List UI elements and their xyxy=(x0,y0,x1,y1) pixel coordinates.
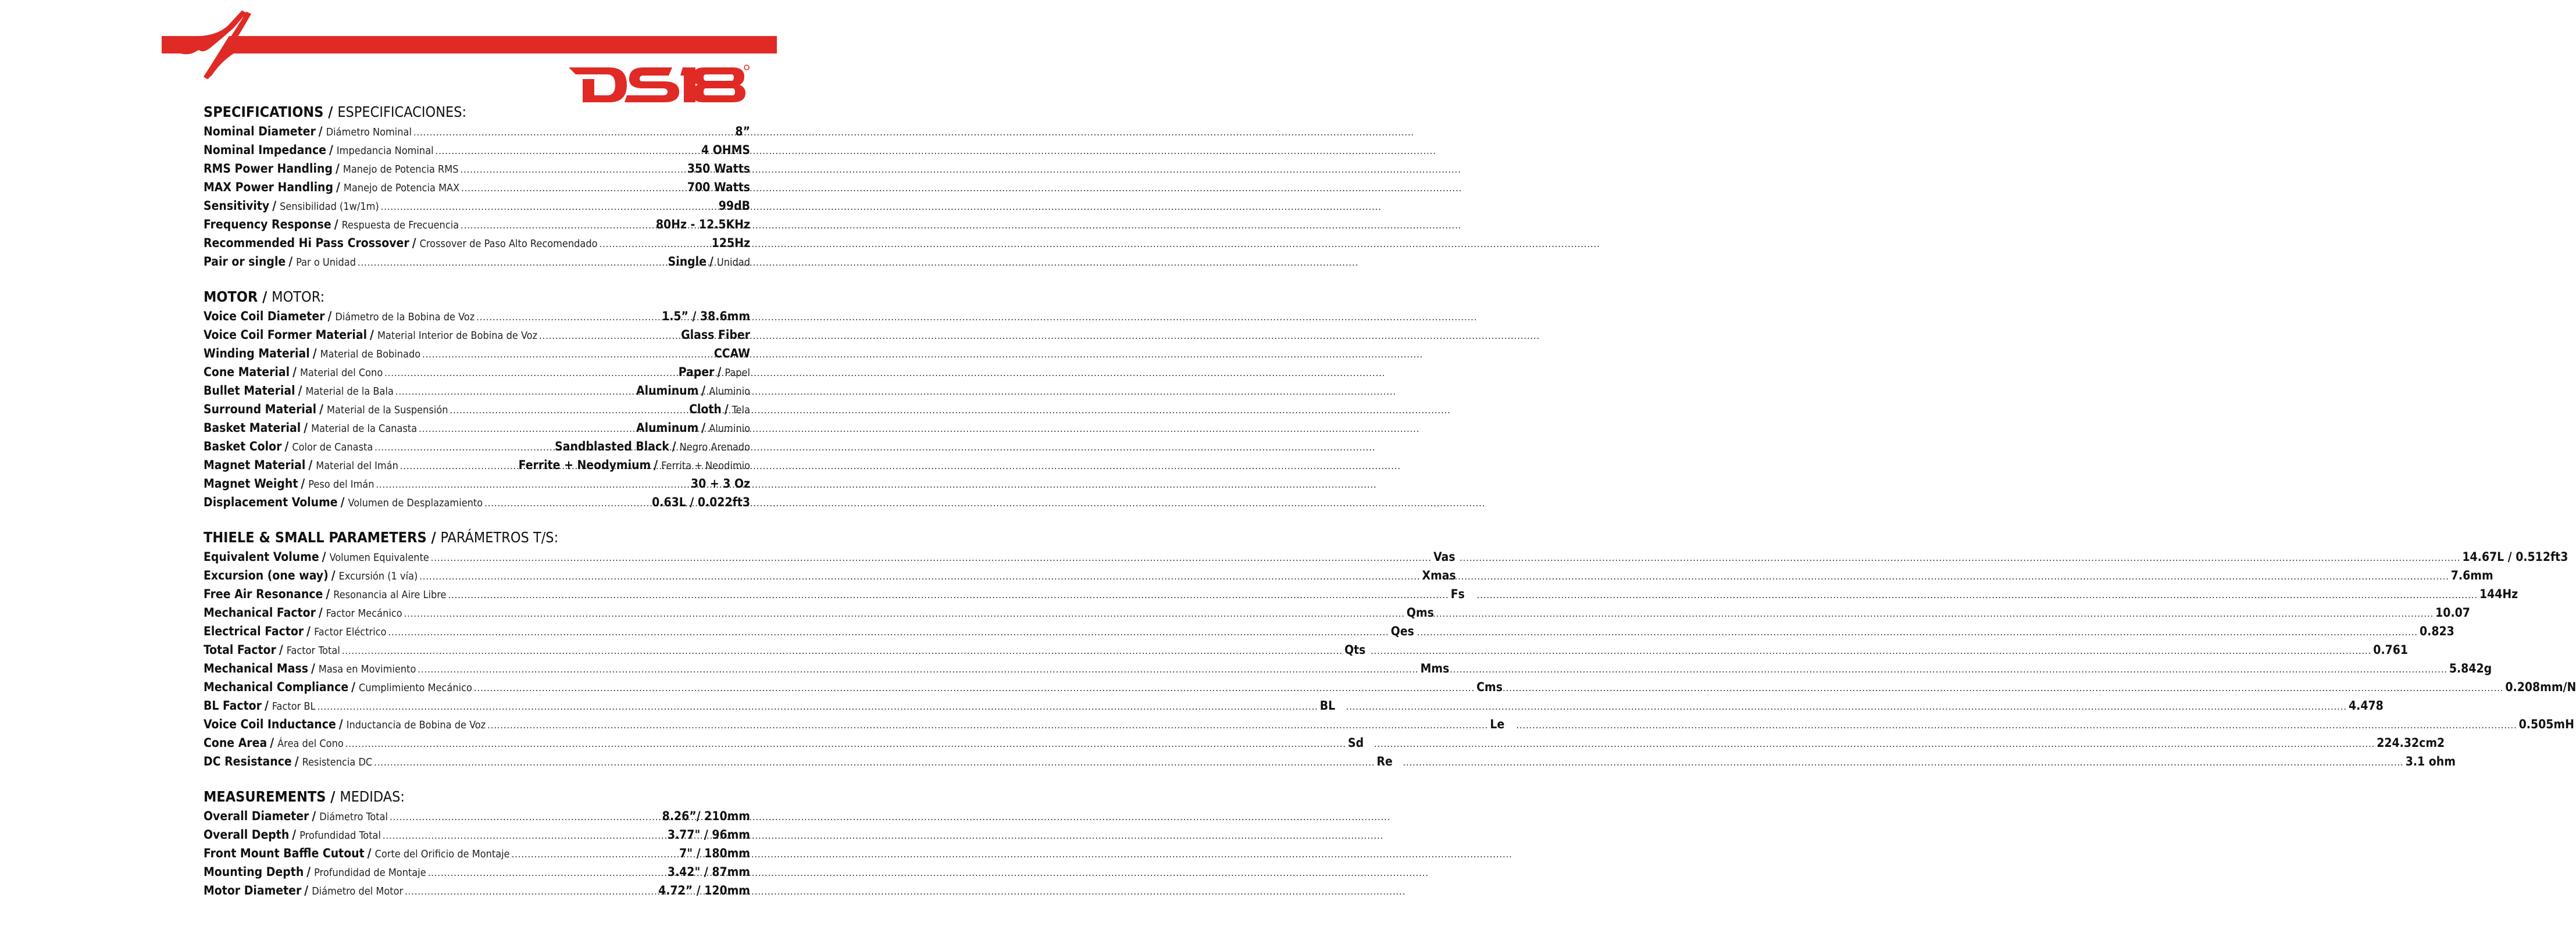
separator-slash: / xyxy=(308,458,313,472)
separator-slash: / xyxy=(717,365,722,379)
dot-leader xyxy=(422,345,712,364)
spec-value: 8” xyxy=(735,124,750,138)
spec-value: 8.26”/ 210mm xyxy=(662,809,750,823)
spec-label-es: Material de la Bala xyxy=(305,385,394,398)
dot-leader xyxy=(1516,716,2517,735)
separator-slash: / xyxy=(311,661,315,675)
spec-label-es: Impedancia Nominal xyxy=(336,145,434,157)
dot-leader xyxy=(484,494,650,513)
dot-leader xyxy=(1403,753,2403,772)
ts-param-value-group xyxy=(1407,603,2470,623)
spec-row xyxy=(204,881,750,900)
separator-slash: / xyxy=(672,439,676,453)
spec-label-en: Displacement Volume xyxy=(204,495,338,509)
spec-value-es: Unidad xyxy=(716,256,750,269)
section-title-thiele-small: THIELE & SMALL PARAMETERS / PARÁMETROS T/S: xyxy=(204,529,559,546)
separator-slash: / xyxy=(329,143,333,157)
ts-param-label-en: Mechanical Factor xyxy=(204,606,316,620)
ts-param-label-en: Excursion (one way) xyxy=(204,568,329,582)
ts-param-value-group xyxy=(1348,734,2445,753)
dot-leader xyxy=(345,735,1346,753)
dot-leader xyxy=(436,142,700,160)
ts-param-symbol: Qms xyxy=(1406,606,1434,620)
ts-param-label-en: Mechanical Mass xyxy=(204,661,308,675)
ts-param-label-es: Excursión (1 vía) xyxy=(338,570,418,582)
header-swoosh-graphic xyxy=(0,0,930,110)
ts-param-label-group xyxy=(204,585,1451,604)
spec-label-en: Pair or single xyxy=(204,255,286,269)
dot-leader xyxy=(461,179,686,198)
separator-slash: / xyxy=(272,199,277,213)
ts-param-label-group xyxy=(204,715,1490,735)
separator-slash: / xyxy=(370,328,374,342)
spec-label-en: Cone Material xyxy=(204,365,290,379)
spec-label-en: Sensitivity xyxy=(204,199,270,213)
dot-leader xyxy=(1447,660,2447,679)
separator-slash: / xyxy=(701,384,706,398)
ts-param-label-en: Total Factor xyxy=(204,643,276,657)
ts-param-label-group xyxy=(204,622,1391,642)
spec-value: 3.42" / 87mm xyxy=(667,865,750,879)
spec-value: 4.72” / 120mm xyxy=(658,884,750,897)
ts-param-label-es: Factor BL xyxy=(272,700,316,713)
spec-row xyxy=(204,493,750,512)
separator-slash: / xyxy=(331,568,336,582)
ts-param-label-es: Masa en Movimiento xyxy=(318,663,416,675)
spec-label-en: Voice Coil Former Material xyxy=(204,328,368,342)
ts-param-row xyxy=(204,622,2454,641)
ts-param-label-es: Volumen Equivalente xyxy=(329,552,429,564)
ts-param-label-es: Área del Cono xyxy=(277,738,344,750)
ts-param-row xyxy=(204,696,2384,715)
ts-param-symbol: Cms xyxy=(1476,680,1503,694)
ts-param-label-group xyxy=(204,548,1433,567)
spec-row xyxy=(204,844,750,863)
spec-value: Ferrite + Neodymium xyxy=(518,458,651,472)
spec-label-en: Basket Color xyxy=(204,439,282,453)
ts-param-value-group xyxy=(1344,641,2408,660)
separator-slash: / xyxy=(336,180,340,194)
ts-param-label-es: Resonancia al Aire Libre xyxy=(333,589,447,601)
dot-leader xyxy=(404,604,1405,623)
spec-label-en: Motor Diameter xyxy=(204,884,302,897)
spec-value: 30 + 3 Oz xyxy=(690,477,750,491)
dot-leader xyxy=(418,660,1418,679)
spec-label-es: Material de Bobinado xyxy=(320,348,421,360)
ts-param-label-en: Cone Area xyxy=(204,736,267,750)
spec-value: 700 Watts xyxy=(687,180,750,194)
dot-leader xyxy=(374,753,1375,772)
spec-label-en: Magnet Weight xyxy=(204,477,298,491)
spec-row xyxy=(204,400,750,419)
dot-leader xyxy=(1503,679,2503,698)
spec-label-es: Material del Cono xyxy=(300,367,383,379)
spec-label-en: Front Mount Baffle Cutout xyxy=(204,846,365,860)
ts-param-value: 5.842g xyxy=(2449,661,2492,675)
spec-label-en: Basket Material xyxy=(204,421,301,435)
ts-param-label-group xyxy=(204,696,1320,716)
ts-param-value-group xyxy=(1476,678,2576,698)
ts-param-value-group xyxy=(1376,752,2455,772)
dot-leader xyxy=(358,253,666,272)
dot-leader xyxy=(317,698,1318,716)
ts-param-symbol: Re xyxy=(1376,754,1393,768)
separator-slash: / xyxy=(709,255,713,269)
spec-value: Cloth xyxy=(689,402,722,416)
separator-slash: / xyxy=(351,680,356,694)
spec-label-en: Overall Diameter xyxy=(204,809,309,823)
spec-label-es: Profundidad Total xyxy=(299,829,381,842)
ts-param-symbol: Qes xyxy=(1390,624,1414,638)
spec-row xyxy=(204,863,750,881)
spec-label-en: Bullet Material xyxy=(204,384,295,398)
spec-row xyxy=(204,196,750,215)
specifications-section xyxy=(204,102,750,271)
separator-slash: / xyxy=(304,421,308,435)
spec-value: 80Hz - 12.5KHz xyxy=(655,217,750,231)
section-title-specifications: SPECIFICATIONS / ESPECIFICACIONES: xyxy=(204,103,467,120)
spec-value: 7" / 180mm xyxy=(679,846,750,860)
ts-param-symbol: Mms xyxy=(1420,661,1450,675)
ts-param-value: 7.6mm xyxy=(2450,568,2493,582)
spec-row xyxy=(204,307,750,326)
dot-leader xyxy=(474,679,1475,698)
dot-leader xyxy=(413,123,733,142)
dot-leader xyxy=(342,642,1343,660)
spec-value-es: Papel xyxy=(725,367,750,379)
dot-leader xyxy=(383,827,666,845)
separator-slash: / xyxy=(306,624,311,638)
ts-param-value: 0.208mm/N xyxy=(2505,680,2576,694)
spec-label-es: Diámetro Total xyxy=(319,811,388,823)
ts-param-value-group xyxy=(1320,696,2384,716)
ts-param-label-en: Voice Coil Inductance xyxy=(204,717,336,731)
dot-leader xyxy=(419,567,1420,586)
ts-param-label-group xyxy=(204,659,1421,679)
ts-param-value-group xyxy=(1451,585,2518,604)
ts-param-value-group xyxy=(1433,548,2568,567)
dot-leader xyxy=(428,864,666,882)
ts-param-label-en: DC Resistance xyxy=(204,754,292,768)
ts-param-label-en: Equivalent Volume xyxy=(204,550,319,564)
motor-section xyxy=(204,287,750,512)
spec-row xyxy=(204,159,750,178)
separator-slash: / xyxy=(338,717,343,731)
spec-label-es: Material de la Suspensión xyxy=(327,404,448,416)
spec-label-en: RMS Power Handling xyxy=(204,162,333,176)
dot-leader xyxy=(539,327,679,345)
spec-label-es: Color de Canasta xyxy=(292,441,373,453)
separator-slash: / xyxy=(322,550,326,564)
separator-slash: / xyxy=(298,384,302,398)
separator-slash: / xyxy=(312,809,316,823)
dot-leader xyxy=(1433,604,2434,623)
dot-leader xyxy=(487,716,1488,735)
ts-param-symbol: Sd xyxy=(1348,736,1364,750)
ts-param-symbol: BL xyxy=(1319,699,1336,713)
ts-param-value: 3.1 ohm xyxy=(2405,754,2456,768)
spec-value: Aluminum xyxy=(636,384,699,398)
ts-param-label-group xyxy=(204,734,1348,753)
dot-leader xyxy=(448,586,1448,604)
ts-param-row xyxy=(204,566,2493,585)
spec-value: 0.63L / 0.022ft3 xyxy=(652,495,750,509)
spec-row xyxy=(204,178,750,196)
ts-param-value-group xyxy=(1490,715,2574,735)
ts-param-row xyxy=(204,715,2574,734)
spec-label-es: Material del Imán xyxy=(316,460,398,472)
spec-value-es: Aluminio xyxy=(709,385,750,398)
separator-slash: / xyxy=(326,587,330,601)
dot-leader xyxy=(461,160,686,179)
spec-row xyxy=(204,419,750,437)
spec-value: Single xyxy=(668,255,707,269)
spec-value: 350 Watts xyxy=(687,162,750,176)
spec-label-es: Profundidad de Montaje xyxy=(314,867,426,879)
spec-value: 4 OHMS xyxy=(701,143,750,157)
ts-param-label-en: Electrical Factor xyxy=(204,624,304,638)
ds18-logo xyxy=(569,63,750,105)
spec-row xyxy=(204,474,750,493)
dot-leader xyxy=(461,216,654,235)
dot-leader xyxy=(400,457,517,475)
spec-value: 3.77" / 96mm xyxy=(667,828,750,842)
ts-param-label-group xyxy=(204,566,1422,586)
spec-row xyxy=(204,363,750,381)
separator-slash: / xyxy=(264,699,269,713)
ts-param-row xyxy=(204,659,2492,678)
dot-leader xyxy=(1417,623,2418,642)
dot-leader xyxy=(1371,642,2371,660)
dot-leader xyxy=(476,308,660,327)
dot-leader xyxy=(390,808,661,827)
ts-param-symbol: Qts xyxy=(1344,643,1366,657)
spec-row xyxy=(204,437,750,456)
dot-leader xyxy=(512,845,678,864)
separator-slash: / xyxy=(319,402,324,416)
spec-value-es: Ferrita + Neodimio xyxy=(661,460,750,472)
separator-slash: / xyxy=(270,736,274,750)
dot-leader xyxy=(1374,735,2375,753)
ts-param-value: 144Hz xyxy=(2479,587,2518,601)
spec-value: 99dB xyxy=(718,199,750,213)
section-title-measurements: MEASUREMENTS / MEDIDAS: xyxy=(204,788,405,805)
ts-param-value-group xyxy=(1391,622,2454,642)
spec-label-en: Mounting Depth xyxy=(204,865,304,879)
spec-label-en: MAX Power Handling xyxy=(204,180,334,194)
separator-slash: / xyxy=(312,346,317,360)
separator-slash: / xyxy=(412,236,416,250)
spec-row xyxy=(204,141,750,159)
ts-param-label-es: Resistencia DC xyxy=(302,756,373,768)
ts-param-row xyxy=(204,585,2518,603)
spec-value: 1.5” / 38.6mm xyxy=(662,309,750,323)
ts-param-value: 0.761 xyxy=(2373,643,2409,657)
separator-slash: / xyxy=(335,162,340,176)
separator-slash: / xyxy=(318,124,323,138)
spec-value: Sandblasted Black xyxy=(555,439,669,453)
spec-label-en: Surround Material xyxy=(204,402,317,416)
section-title-motor: MOTOR / MOTOR: xyxy=(204,288,325,305)
ts-param-row xyxy=(204,548,2568,566)
dot-leader xyxy=(405,882,657,901)
spec-value: 125Hz xyxy=(711,236,750,250)
spec-label-en: Nominal Diameter xyxy=(204,124,316,138)
spec-label-en: Nominal Impedance xyxy=(204,143,326,157)
ts-param-label-group xyxy=(204,752,1376,772)
separator-slash: / xyxy=(292,365,297,379)
measurements-section xyxy=(204,787,750,900)
thiele-small-section xyxy=(204,528,2576,771)
separator-slash: / xyxy=(367,846,372,860)
dot-leader xyxy=(450,401,688,420)
dot-leader xyxy=(395,382,634,401)
ts-param-label-group xyxy=(204,641,1344,660)
ts-param-label-group xyxy=(204,678,1476,698)
spec-row xyxy=(204,326,750,344)
spec-label-es: Material de la Canasta xyxy=(311,423,418,435)
spec-row xyxy=(204,215,750,234)
separator-slash: / xyxy=(701,421,706,435)
spec-label-es: Volumen de Desplazamiento xyxy=(348,497,483,509)
ts-param-row xyxy=(204,752,2456,771)
ts-param-symbol: Le xyxy=(1490,717,1505,731)
separator-slash: / xyxy=(294,754,299,768)
separator-slash: / xyxy=(292,828,297,842)
ts-param-value-group xyxy=(1421,659,2492,679)
separator-slash: / xyxy=(340,495,345,509)
separator-slash: / xyxy=(306,865,311,879)
dot-leader xyxy=(1346,698,2347,716)
ts-param-row xyxy=(204,641,2409,659)
ts-param-symbol: Vas xyxy=(1433,550,1455,564)
ts-param-value: 0.823 xyxy=(2420,624,2454,638)
spec-label-es: Crossover de Paso Alto Recomendado xyxy=(419,238,598,250)
ts-param-value: 10.07 xyxy=(2435,606,2470,620)
spec-value: Glass Fiber xyxy=(681,328,750,342)
spec-label-en: Voice Coil Diameter xyxy=(204,309,325,323)
spec-label-en: Magnet Material xyxy=(204,458,306,472)
ts-param-value: 224.32cm2 xyxy=(2377,736,2445,750)
spec-value-es: Negro Arenado xyxy=(679,441,750,453)
ts-param-label-en: Mechanical Compliance xyxy=(204,680,349,694)
ts-param-label-es: Cumplimiento Mecánico xyxy=(359,682,472,694)
ts-param-label-en: Free Air Resonance xyxy=(204,587,323,601)
separator-slash: / xyxy=(654,458,658,472)
spec-row xyxy=(204,456,750,474)
dot-leader xyxy=(1460,549,2460,567)
dot-leader xyxy=(1448,567,2449,586)
spec-value: Paper xyxy=(678,365,715,379)
ts-param-row xyxy=(204,678,2576,696)
spec-label-es: Corte del Orificio de Montaje xyxy=(374,848,510,860)
spec-label-en: Frequency Response xyxy=(204,217,331,231)
dot-leader xyxy=(600,235,710,253)
spec-label-es: Sensibilidad (1w/1m) xyxy=(280,201,379,213)
spec-label-es: Manejo de Potencia MAX xyxy=(343,182,460,194)
ts-param-value-group xyxy=(1422,566,2493,586)
dot-leader xyxy=(388,623,1389,642)
separator-slash: / xyxy=(334,217,338,231)
dot-leader xyxy=(431,549,1432,567)
ts-param-label-en: BL Factor xyxy=(204,699,262,713)
spec-label-es: Par o Unidad xyxy=(296,256,356,269)
spec-label-es: Material Interior de Bobina de Voz xyxy=(377,330,538,342)
spec-label-es: Diámetro de la Bobina de Voz xyxy=(335,311,475,323)
spec-label-en: Recommended Hi Pass Crossover xyxy=(204,236,409,250)
dot-leader xyxy=(384,364,677,382)
ts-param-row xyxy=(204,734,2445,752)
ts-param-label-group xyxy=(204,603,1407,623)
dot-leader xyxy=(374,438,553,457)
ts-param-label-es: Factor Mecánico xyxy=(326,607,402,620)
spec-label-es: Diámetro Nominal xyxy=(326,126,412,138)
spec-row xyxy=(204,825,750,844)
ts-param-symbol: Xmas xyxy=(1422,568,1456,582)
spec-value: Aluminum xyxy=(636,421,699,435)
dot-leader xyxy=(381,198,717,216)
spec-label-es: Diámetro del Motor xyxy=(312,885,404,897)
spec-value-es: Tela xyxy=(732,404,750,416)
spec-row xyxy=(204,122,750,141)
spec-label-es: Peso del Imán xyxy=(308,478,374,491)
spec-value: CCAW xyxy=(713,346,750,360)
spec-label-es: Manejo de Potencia RMS xyxy=(342,163,459,176)
spec-row xyxy=(204,234,750,252)
ts-param-value: 4.478 xyxy=(2349,699,2384,713)
spec-value-es: Aluminio xyxy=(709,423,750,435)
separator-slash: / xyxy=(288,255,293,269)
dot-leader xyxy=(376,475,688,494)
spec-row xyxy=(204,252,750,271)
spec-label-en: Overall Depth xyxy=(204,828,290,842)
ts-param-value: 0.505mH xyxy=(2518,717,2574,731)
separator-slash: / xyxy=(284,439,289,453)
separator-slash: / xyxy=(279,643,283,657)
spec-label-en: Winding Material xyxy=(204,346,310,360)
ts-param-label-es: Factor Total xyxy=(286,645,340,657)
spec-row xyxy=(204,381,750,400)
ts-param-label-es: Inductancia de Bobina de Voz xyxy=(346,719,486,731)
ts-param-label-es: Factor Eléctrico xyxy=(314,626,387,638)
separator-slash: / xyxy=(301,477,305,491)
spec-row xyxy=(204,807,750,825)
spec-row xyxy=(204,344,750,363)
dot-leader xyxy=(1477,586,2478,604)
separator-slash: / xyxy=(318,606,323,620)
separator-slash: / xyxy=(327,309,332,323)
dot-leader xyxy=(419,420,634,438)
separator-slash: / xyxy=(724,402,729,416)
ts-param-value: 14.67L / 0.512ft3 xyxy=(2462,550,2568,564)
spec-label-es: Respuesta de Frecuencia xyxy=(341,219,459,231)
ts-param-symbol: Fs xyxy=(1450,587,1465,601)
spec-content xyxy=(204,102,2576,916)
separator-slash: / xyxy=(304,884,309,897)
ts-param-row xyxy=(204,603,2470,622)
